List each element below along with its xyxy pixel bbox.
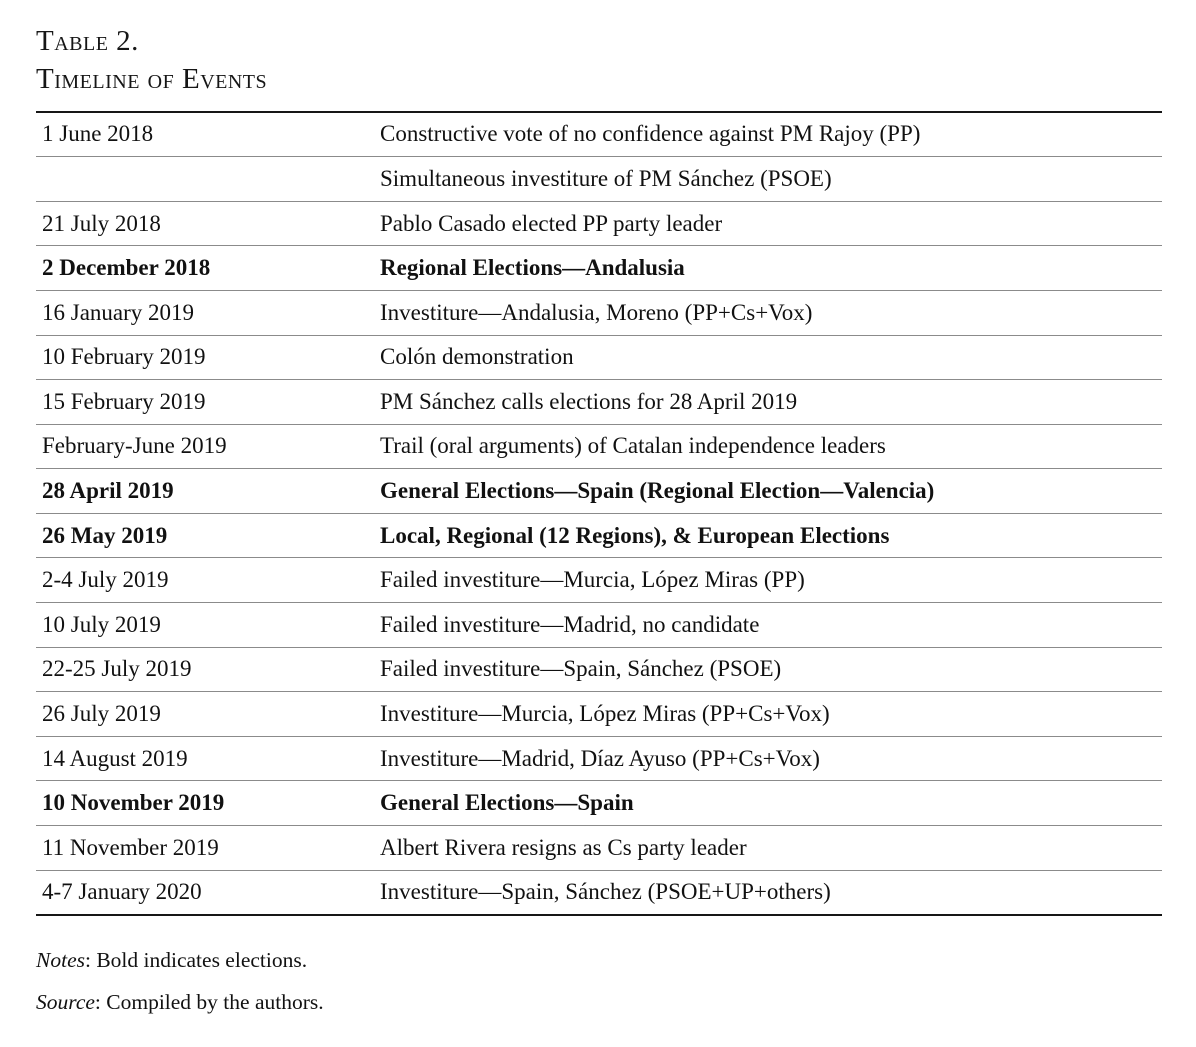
table-caption-number: Table 2. [36,25,139,57]
date-cell: 11 November 2019 [42,834,219,860]
event-cell: Albert Rivera resigns as Cs party leader [380,834,747,860]
date-cell: 2-4 July 2019 [42,567,169,593]
date-cell: 10 February 2019 [42,344,206,370]
date-cell: 16 January 2019 [42,299,195,325]
date-cell: 26 July 2019 [42,701,161,727]
table-row [36,335,1162,380]
event-cell: Failed investiture—Madrid, no candidate [380,611,760,637]
notes-label: Notes [36,948,85,973]
event-cell: Constructive vote of no confidence against PM Rajoy (PP) [380,121,921,147]
date-cell: 10 November 2019 [42,790,225,816]
date-cell: 22-25 July 2019 [42,656,192,682]
table-caption [36,22,1162,99]
table-caption-title: Timeline of Events [36,63,268,96]
event-cell: Investiture—Murcia, López Miras (PP+Cs+Vox) [380,701,830,727]
table-row [36,156,1162,201]
date-cell: 2 December 2018 [42,255,211,281]
event-cell: General Elections—Spain (Regional Election—Valencia) [380,478,935,504]
table-row-election [36,780,1162,825]
table-row [36,736,1162,781]
table-row [36,113,1162,157]
date-cell: 14 August 2019 [42,745,188,771]
table-row [36,691,1162,736]
table-row [36,424,1162,469]
timeline-table [36,111,1162,917]
event-cell: Investiture—Andalusia, Moreno (PP+Cs+Vox) [380,299,813,325]
table-row [36,870,1162,915]
table-row [36,602,1162,647]
event-cell: Investiture—Madrid, Díaz Ayuso (PP+Cs+Vox) [380,745,820,771]
date-cell: February-June 2019 [42,433,227,459]
table-row [36,557,1162,602]
notes-line [36,948,1162,973]
event-cell: PM Sánchez calls elections for 28 April 2019 [380,388,798,414]
event-cell: Trail (oral arguments) of Catalan independence leaders [380,433,886,459]
event-cell: Failed investiture—Spain, Sánchez (PSOE) [380,656,782,682]
source-label: Source [36,990,95,1015]
date-cell: 26 May 2019 [42,522,168,548]
table-footnotes [36,948,1162,1015]
event-cell: Colón demonstration [380,344,574,370]
date-cell: 10 July 2019 [42,611,161,637]
date-cell: 4-7 January 2020 [42,879,202,905]
table-row [36,825,1162,870]
event-cell: Local, Regional (12 Regions), & European Elections [380,522,890,548]
table-row-election [36,468,1162,513]
event-cell: Pablo Casado elected PP party leader [380,210,723,236]
table-row-election [36,513,1162,558]
table-row-election [36,245,1162,290]
date-cell: 28 April 2019 [42,478,174,504]
date-cell: 15 February 2019 [42,388,206,414]
event-cell: Failed investiture—Murcia, López Miras (PP) [380,567,805,593]
source-line [36,990,1162,1015]
date-cell: 1 June 2018 [42,121,154,147]
event-cell: Simultaneous investiture of PM Sánchez (PSOE) [380,165,832,191]
date-cell: 21 July 2018 [42,210,161,236]
source-text: : Compiled by the authors. [94,990,324,1015]
table-row [36,647,1162,692]
event-cell: Regional Elections—Andalusia [380,255,685,281]
table-row [36,290,1162,335]
table-row [36,379,1162,424]
notes-text: : Bold indicates elections. [84,948,308,973]
event-cell: General Elections—Spain [380,790,634,816]
event-cell: Investiture—Spain, Sánchez (PSOE+UP+others) [380,879,831,905]
table-row [36,201,1162,246]
